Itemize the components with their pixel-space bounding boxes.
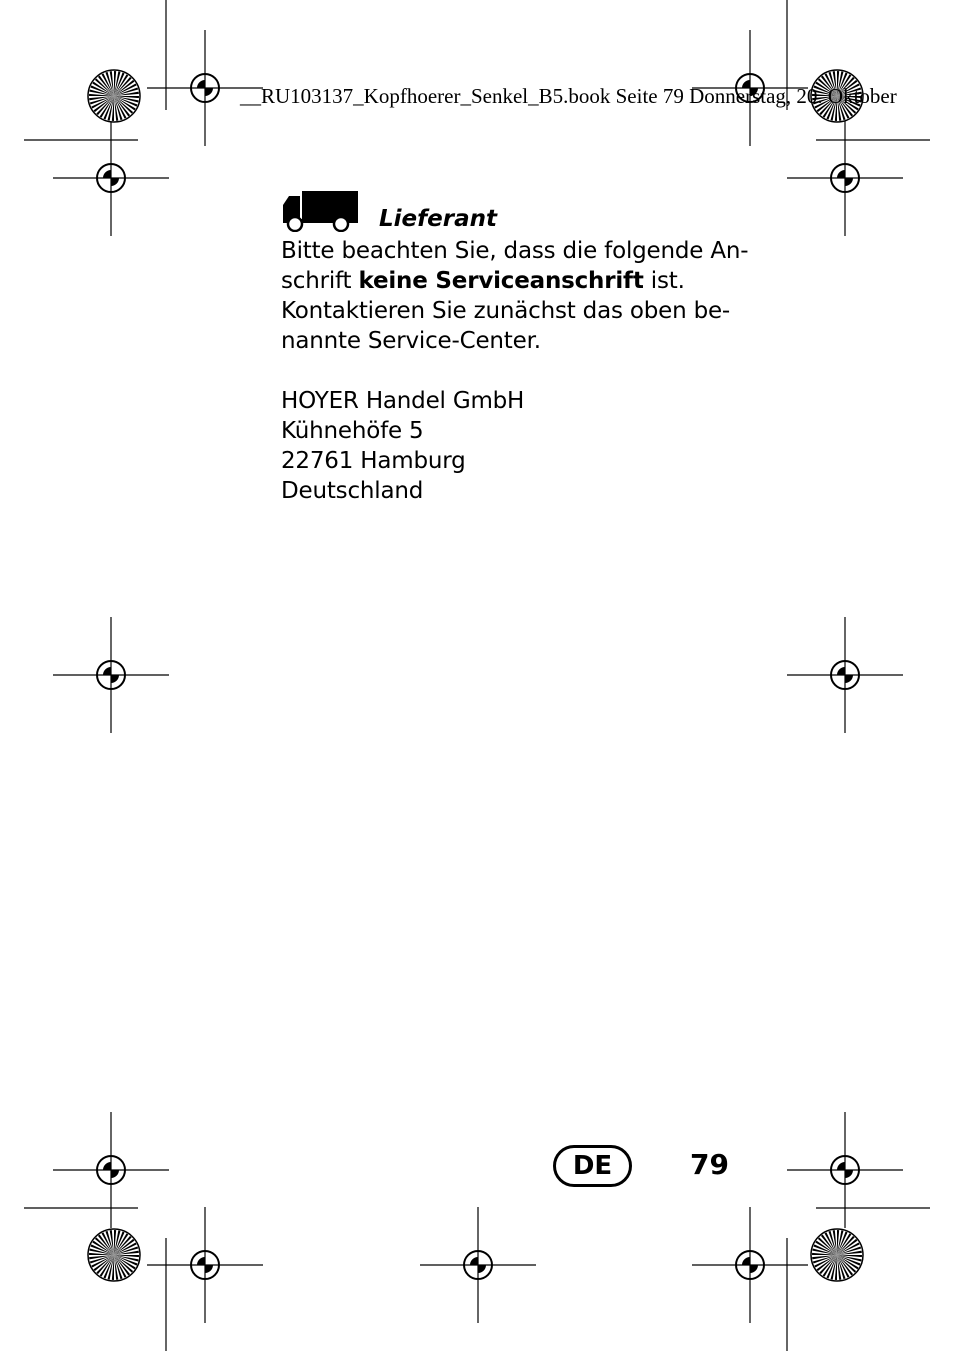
paragraph-line: ist. — [643, 268, 685, 294]
registration-cross-mark — [53, 120, 169, 236]
registration-cross-mark — [53, 1112, 169, 1228]
page-number: 79 — [690, 1148, 729, 1181]
paragraph-line: Kontaktieren Sie zunächst das oben be- — [281, 298, 731, 324]
section-header — [281, 190, 751, 236]
registration-cross-mark — [420, 1207, 536, 1323]
supplier-address — [281, 386, 751, 506]
address-country: Deutschland — [281, 478, 424, 504]
paragraph-line: schrift — [281, 268, 359, 294]
color-bar-star-mark — [811, 1229, 863, 1281]
registration-cross-mark — [53, 617, 169, 733]
language-badge: DE — [553, 1145, 632, 1187]
registration-cross-mark — [692, 1207, 808, 1323]
print-slug-line: __RU103137_Kopfhoerer_Senkel_B5.book Seite 79 Donnerstag, 20. Oktober — [240, 84, 897, 108]
supplier-section — [281, 190, 751, 506]
registration-cross-mark — [787, 617, 903, 733]
address-street: Kühnehöfe 5 — [281, 418, 424, 444]
notice-paragraph — [281, 236, 751, 356]
address-company: HOYER Handel GmbH — [281, 388, 525, 414]
registration-cross-mark — [787, 120, 903, 236]
paragraph-line: nannte Service-Center. — [281, 328, 541, 354]
address-city: 22761 Hamburg — [281, 448, 466, 474]
color-bar-star-mark — [88, 1229, 140, 1281]
registration-cross-mark — [787, 1112, 903, 1228]
emphasis-text: keine Serviceanschrift — [358, 268, 644, 294]
truck-icon — [281, 190, 361, 232]
registration-cross-mark — [147, 1207, 263, 1323]
paragraph-line: Bitte beachten Sie, dass die folgende An- — [281, 238, 749, 264]
section-heading: Lieferant — [379, 206, 497, 232]
color-bar-star-mark — [88, 70, 140, 122]
